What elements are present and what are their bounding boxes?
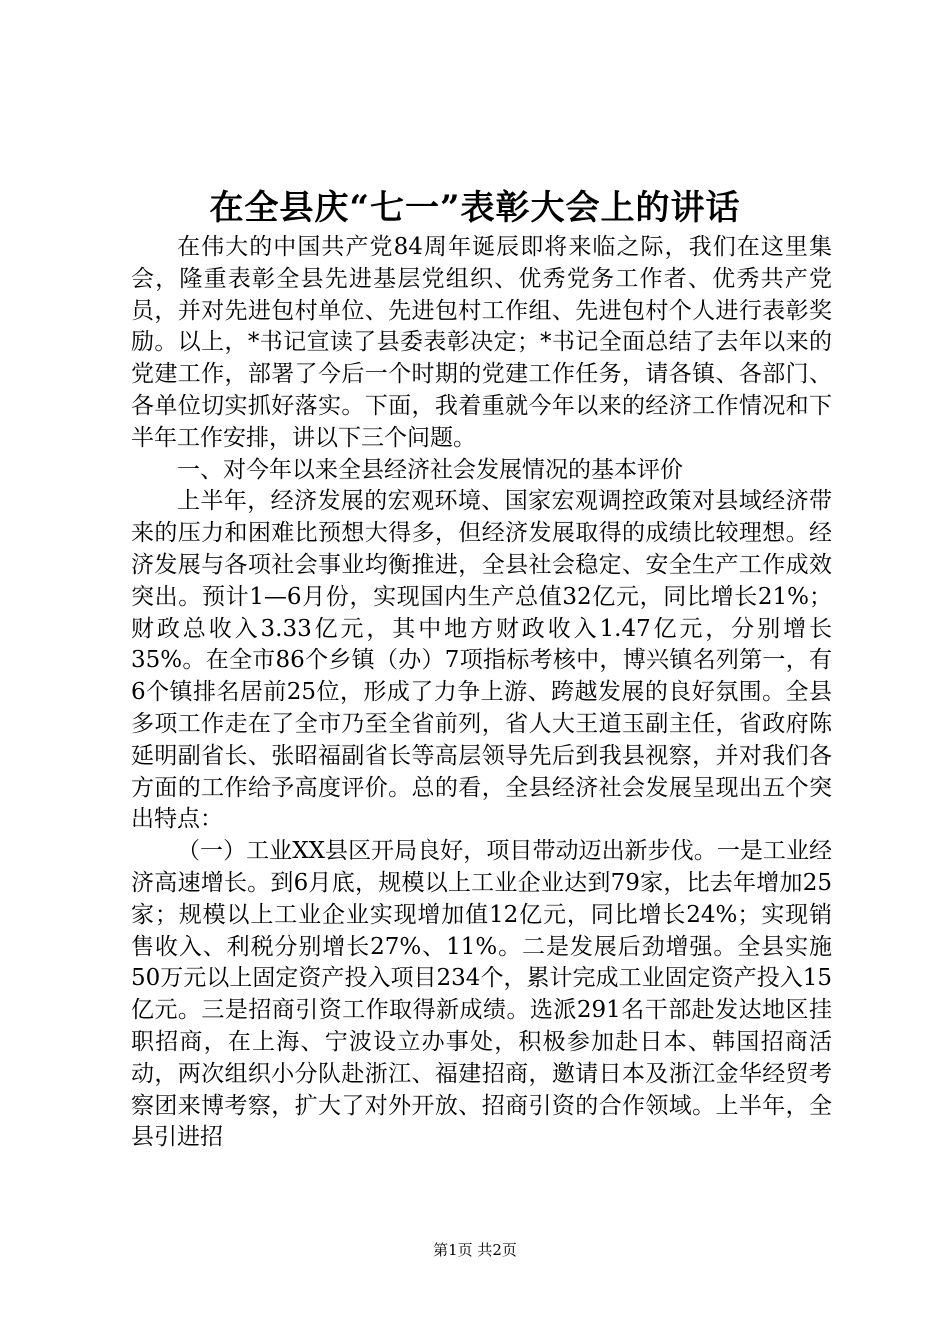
page-footer: 第1页 共2页 [433, 1241, 517, 1259]
document-title: 在全县庆“七一”表彰大会上的讲话 [209, 188, 741, 228]
paragraph-evaluation: 上半年，经济发展的宏观环境、国家宏观调控政策对县域经济带来的压力和困难比预想大得多，但经济发展取得的成绩比较理想。经济发展与各项社会事业均衡推进，全县社会稳定、安全生产工作成效突出。预计1—6月份，实现国内生产总值32亿元，同比增长21%；财政总收入3.33亿元，其中地方财政收入1.47亿元，分别增长35%。在全市86个乡镇（办）7项指标考核中，博兴镇名列第一，有6个镇排名居前25位，形成了力争上游、跨越发展的良好氛围。全县多项工作走在了全市乃至全省前列，省人大王道玉副主任，省政府陈延明副省长、张昭福副省长等高层领导先后到我县视察，并对我们各方面的工作给予高度评价。总的看，全县经济社会发展呈现出五个突出特点： [131, 488, 832, 833]
paragraph-industry: （一）工业XX县区开局良好，项目带动迈出新步伐。一是工业经济高速增长。到6月底，规模以上工业企业达到79家，比去年增加25家；规模以上工业企业实现增加值12亿元，同比增长24%；实现销售收入、利税分别增长27%、11%。二是发展后劲增强。全县实施50万元以上固定资产投入项目234个，累计完成工业固定资产投入15亿元。三是招商引资工作取得新成绩。选派291名干部赴发达地区挂职招商，在上海、宁波设立办事处，积极参加赴日本、韩国招商活动，两次组织小分队赴浙江、福建招商，邀请日本及浙江金华经贸考察团来博考察，扩大了对外开放、招商引资的合作领域。上半年，全县引进招 [131, 838, 832, 1151]
paragraph-intro: 在伟大的中国共产党84周年诞辰即将来临之际，我们在这里集会，隆重表彰全县先进基层党组织、优秀党务工作者、优秀共产党员，并对先进包村单位、先进包村工作组、先进包村个人进行表彰奖励。以上，*书记宣读了县委表彰决定；*书记全面总结了去年以来的党建工作，部署了今后一个时期的党建工作任务，请各镇、各部门、各单位切实抓好落实。下面，我着重就今年以来的经济工作情况和下半年工作安排，讲以下三个问题。 [131, 234, 832, 451]
section-heading: 一、对今年以来全县经济社会发展情况的基本评价 [177, 456, 683, 483]
document-body [131, 232, 832, 1154]
